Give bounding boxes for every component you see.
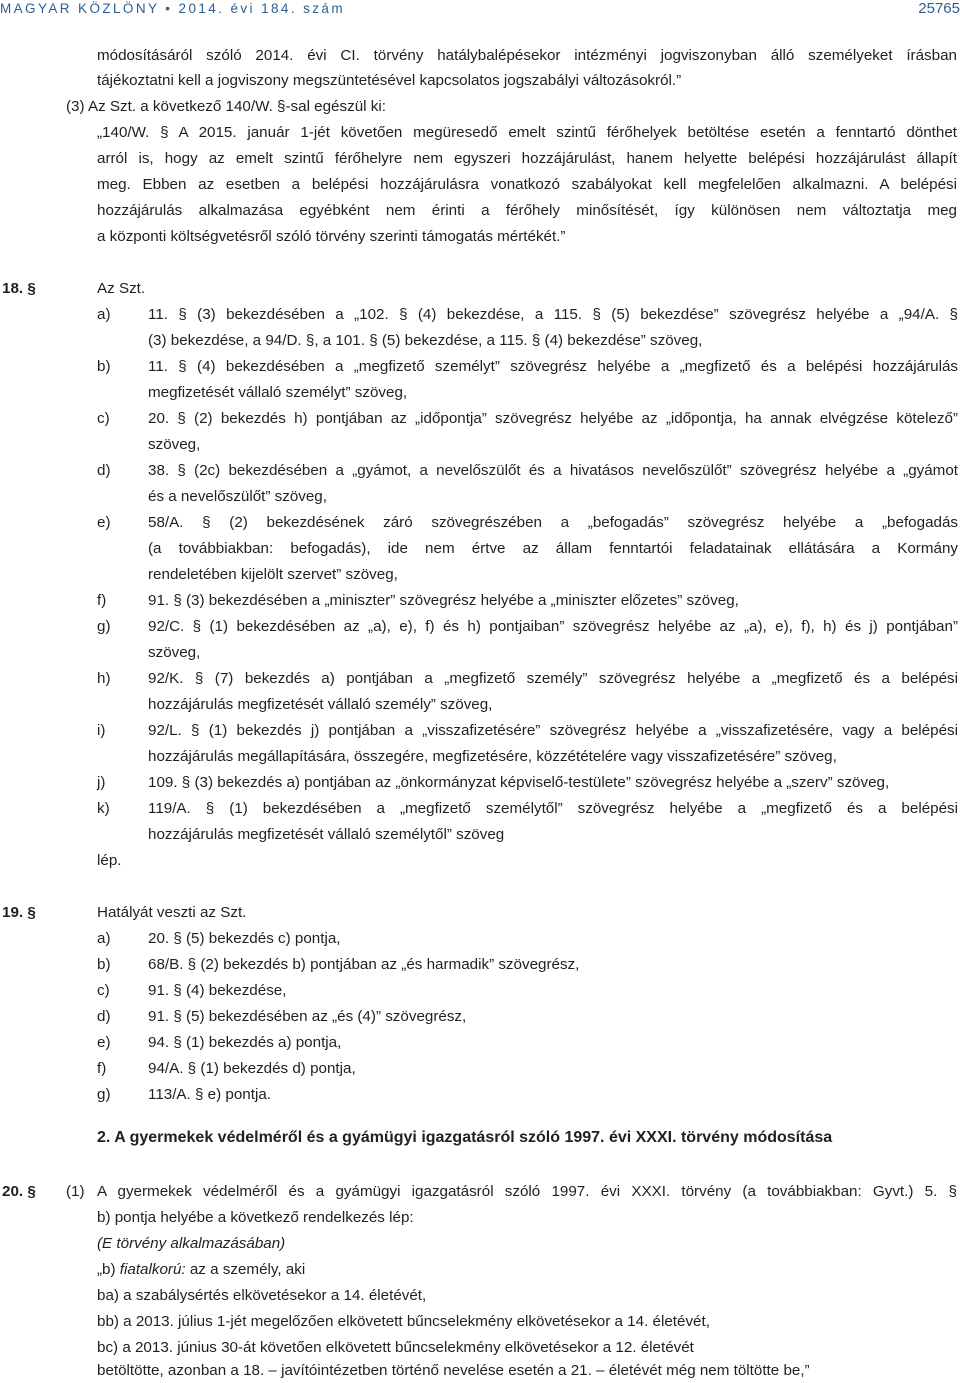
s18-item-d-line-2: és a nevelőszülőt” szöveg, bbox=[148, 488, 327, 505]
paragraph-3-intro: (3) Az Szt. a következő 140/W. §-sal egészül ki: bbox=[66, 98, 386, 115]
s20-line-2: b) pontja helyébe a következő rendelkezés lép: bbox=[97, 1209, 414, 1226]
quote-line-3: meg. Ebben az esetben a belépési hozzájárulásra vonatkozó szabályokat kell megfelelően alkalmazni. A belépési bbox=[97, 176, 957, 193]
s19-item-f-text: 94/A. § (1) bekezdés d) pontja, bbox=[148, 1060, 356, 1077]
s20-line-7: bc) a 2013. június 30-át követően elkövetett bűncselekmény elkövetésekor a 12. életévét bbox=[97, 1339, 694, 1356]
s18-item-g-label: g) bbox=[97, 618, 111, 635]
s19-item-a-label: a) bbox=[97, 930, 111, 947]
s18-item-k-label: k) bbox=[97, 800, 110, 817]
s18-item-c-line-2: szöveg, bbox=[148, 436, 201, 453]
quote-line-4: hozzájárulás alkalmazása egyébként nem érinti a férőhely minősítését, így különösen nem változtatja meg bbox=[97, 202, 957, 219]
s19-item-a-text: 20. § (5) bekezdés c) pontja, bbox=[148, 930, 341, 947]
journal-title: MAGYAR KÖZLÖNY • 2014. évi 184. szám bbox=[0, 1, 345, 16]
s18-item-f-line-1: 91. § (3) bekezdésében a „miniszter” szövegrész helyébe a „miniszter előzetes” szöveg, bbox=[148, 592, 739, 609]
s18-item-b-line-2: megfizetését vállaló személyt” szöveg, bbox=[148, 384, 408, 401]
s19-item-g-text: 113/A. § e) pontja. bbox=[148, 1086, 271, 1103]
s19-item-b-text: 68/B. § (2) bekezdés b) pontjában az „és harmadik” szövegrész, bbox=[148, 956, 580, 973]
s18-item-a-line-2: (3) bekezdése, a 94/D. §, a 101. § (5) bekezdése, a 115. § (4) bekezdése” szöveg, bbox=[148, 332, 703, 349]
s18-item-i-label: i) bbox=[97, 722, 106, 739]
s18-item-c-label: c) bbox=[97, 410, 110, 427]
s18-item-e-line-1: 58/A. § (2) bekezdésének záró szövegrészében a „befogadás” szövegrész helyébe a „befogadás bbox=[148, 514, 958, 531]
section-2-heading: 2. A gyermekek védelméről és a gyámügyi igazgatásról szóló 1997. évi XXXI. törvény módosítása bbox=[97, 1129, 833, 1146]
s20-line-4-post: az a személy, aki bbox=[185, 1261, 306, 1278]
section-18-number: 18. § bbox=[2, 280, 36, 297]
s20-line-4-term: fiatalkorú: bbox=[119, 1261, 186, 1278]
s18-item-g-line-2: szöveg, bbox=[148, 644, 201, 661]
s18-item-d-line-1: 38. § (2c) bekezdésében a „gyámot, a nevelőszülőt és a hivatásos nevelőszülőt” szövegrész helyébe a „gyámot bbox=[148, 462, 958, 479]
s18-item-j-line-1: 109. § (3) bekezdés a) pontjában az „önkormányzat képviselő-testülete” szövegrész helyébe a „szerv” szöveg, bbox=[148, 774, 890, 791]
s18-item-h-label: h) bbox=[97, 670, 111, 687]
section-18-title: Az Szt. bbox=[97, 280, 146, 297]
page-header bbox=[0, 0, 960, 21]
s20-line-4 bbox=[97, 1261, 305, 1279]
s20-line-3: (E törvény alkalmazásában) bbox=[97, 1235, 286, 1252]
page-number: 25765 bbox=[918, 0, 960, 17]
s20-paragraph-label: (1) bbox=[66, 1183, 85, 1200]
s18-item-g-line-1: 92/C. § (1) bekezdésében az „a), e), f) és h) pontjaiban” szövegrész helyébe az „a), e), f), h) és j) pontjában” bbox=[148, 618, 958, 635]
s19-item-d-text: 91. § (5) bekezdésében az „és (4)” szövegrész, bbox=[148, 1008, 467, 1025]
s18-item-k-line-2: hozzájárulás megfizetését vállaló személytől” szöveg bbox=[148, 826, 505, 843]
quote-line-1: „140/W. § A 2015. január 1-jét követően megüresedő emelt szintű férőhelyek betöltése esetén a fenntartó dönthet bbox=[97, 124, 957, 141]
s19-item-c-text: 91. § (4) bekezdése, bbox=[148, 982, 287, 999]
s19-item-c-label: c) bbox=[97, 982, 110, 999]
s20-line-8: betöltötte, azonban a 18. – javítóintézetben történő nevelése esetén a 21. – életévét még nem töltötte be,” bbox=[97, 1362, 810, 1379]
s20-line-5: ba) a szabálysértés elkövetésekor a 14. életévét, bbox=[97, 1287, 427, 1304]
section-19-number: 19. § bbox=[2, 904, 36, 921]
s18-item-e-label: e) bbox=[97, 514, 111, 531]
s20-line-4-pre: „b) bbox=[97, 1261, 120, 1278]
s18-item-j-label: j) bbox=[97, 774, 106, 791]
s18-item-d-label: d) bbox=[97, 462, 111, 479]
s18-item-a-label: a) bbox=[97, 306, 111, 323]
s18-item-a-line-1: 11. § (3) bekezdésében a „102. § (4) bekezdése, a 115. § (5) bekezdése” szövegrész helyébe a „94/A. § bbox=[148, 306, 958, 323]
intro-line-2: tájékoztatni kell a jogviszony megszüntetésével kapcsolatos jogszabályi változásokról.” bbox=[97, 72, 682, 89]
s19-item-d-label: d) bbox=[97, 1008, 111, 1025]
s20-line-1: A gyermekek védelméről és a gyámügyi igazgatásról szóló 1997. évi XXXI. törvény (a továbbiakban: Gyvt.) 5. § bbox=[97, 1183, 957, 1200]
s18-item-e-line-3: rendeletében kijelölt szervet” szöveg, bbox=[148, 566, 398, 583]
s18-closing: lép. bbox=[97, 852, 122, 869]
s18-item-b-line-1: 11. § (4) bekezdésében a „megfizető személyt” szövegrész helyébe a „megfizető és a belépési hozzájárulás bbox=[148, 358, 958, 375]
s18-item-i-line-1: 92/L. § (1) bekezdés j) pontjában a „visszafizetésére” szövegrész helyébe a „visszafizetésére, vagy a belépési bbox=[148, 722, 958, 739]
s18-item-f-label: f) bbox=[97, 592, 107, 609]
s18-item-b-label: b) bbox=[97, 358, 111, 375]
s19-item-b-label: b) bbox=[97, 956, 111, 973]
s18-item-k-line-1: 119/A. § (1) bekezdésében a „megfizető személytől” szövegrész helyébe a „megfizető és a belépési bbox=[148, 800, 958, 817]
s18-item-c-line-1: 20. § (2) bekezdés h) pontjában az „időpontja” szövegrész helyébe az „időpontja, ha annak elvégzése kötelező” bbox=[148, 410, 958, 427]
section-19-title: Hatályát veszti az Szt. bbox=[97, 904, 247, 921]
quote-line-2: arról is, hogy az emelt szintű férőhelyre nem egyszeri hozzájárulást, hanem helyette belépési hozzájárulást állapít bbox=[97, 150, 957, 167]
s18-item-e-line-2: (a továbbiakban: befogadás), ide nem értve az állam fenntartói feladatainak ellátására a Kormány bbox=[148, 540, 958, 557]
s19-item-e-label: e) bbox=[97, 1034, 111, 1051]
s19-item-g-label: g) bbox=[97, 1086, 111, 1103]
s19-item-e-text: 94. § (1) bekezdés a) pontja, bbox=[148, 1034, 342, 1051]
s18-item-i-line-2: hozzájárulás megállapítására, összegére, megfizetésére, közzétételére vagy visszafizetésére” szöveg, bbox=[148, 748, 837, 765]
s18-item-h-line-1: 92/K. § (7) bekezdés a) pontjában a „megfizető személy” szövegrész helyébe a „megfizető és a belépési bbox=[148, 670, 958, 687]
intro-line-1: módosításáról szóló 2014. évi CI. törvény hatálybalépésekor intézményi jogviszonyban álló személyeket írásban bbox=[97, 47, 957, 64]
section-20-number: 20. § bbox=[2, 1183, 36, 1200]
s19-item-f-label: f) bbox=[97, 1060, 107, 1077]
s18-item-h-line-2: hozzájárulás megfizetését vállaló személy” szöveg, bbox=[148, 696, 493, 713]
s20-line-6: bb) a 2013. július 1-jét megelőzően elkövetett bűncselekmény elkövetésekor a 14. életévét, bbox=[97, 1313, 710, 1330]
quote-line-5: a központi költségvetésről szóló törvény szerinti támogatás mértékét.” bbox=[97, 228, 566, 245]
